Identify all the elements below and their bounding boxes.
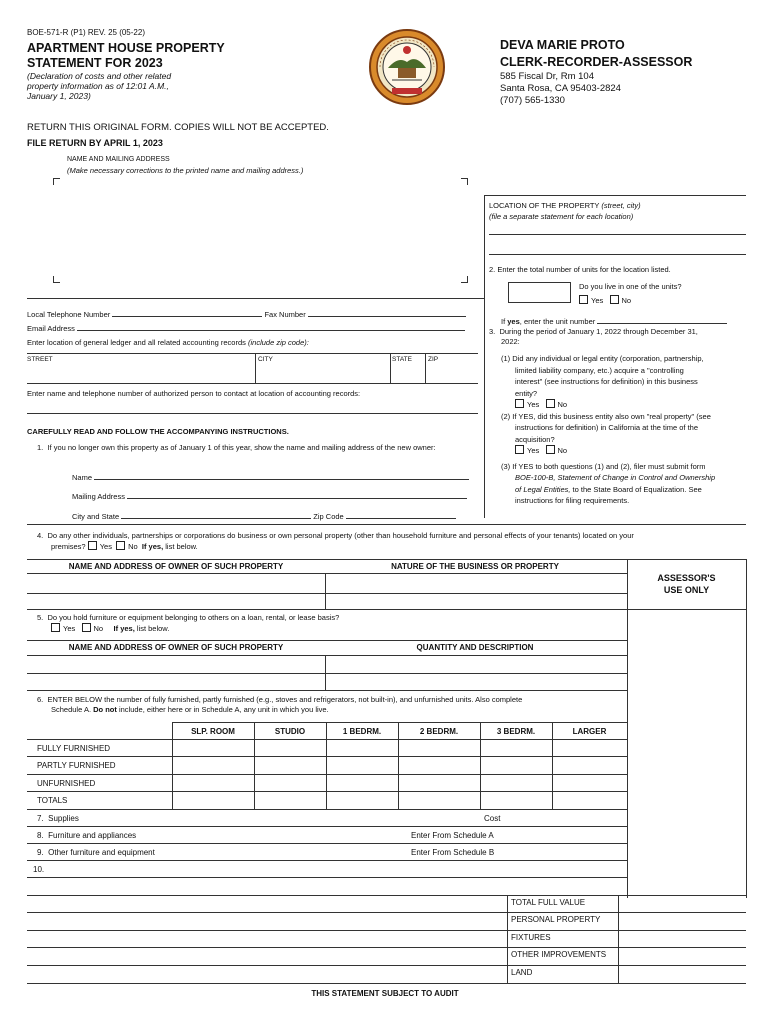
q4-line1: Do any other individuals, partnerships or corporations do business or own personal property (other than household furniture and personal effects of your tenants) located on your [47, 531, 634, 540]
new-owner-zip-label: Zip Code [313, 512, 344, 521]
divider [27, 383, 478, 384]
live-yes-label: Yes [591, 296, 604, 305]
q3-1-line1: (1) Did any individual or legal entity (corporation, partnership, [501, 354, 704, 363]
q1-num: 1. [37, 443, 44, 452]
form-subtitle [27, 71, 171, 101]
location-line-1[interactable] [489, 234, 746, 235]
divider [27, 983, 746, 984]
q5-owner-field[interactable] [28, 656, 324, 689]
assessor-column-border [746, 559, 747, 898]
divider [27, 298, 484, 299]
divider [326, 722, 327, 809]
divider [27, 559, 746, 560]
q3-num: 3. [489, 327, 496, 336]
contact-person-field[interactable] [27, 413, 478, 414]
assessor-use-only [627, 572, 746, 596]
divider [172, 722, 627, 723]
phone-row [27, 309, 466, 319]
q3-1-line2: limited liability company, etc.) acquire a "controlling [515, 365, 684, 375]
q3-1-line3: interest" (see instructions for definition) in this business [515, 377, 698, 386]
divider [27, 877, 627, 878]
q9-num: 9. [37, 848, 44, 857]
divider [390, 353, 391, 383]
form-title-line2: STATEMENT FOR 2023 [27, 56, 163, 70]
new-owner-name-row [72, 472, 469, 482]
land: LAND [511, 968, 533, 977]
divider [27, 739, 627, 740]
divider [27, 791, 627, 792]
return-original-notice: RETURN THIS ORIGINAL FORM. COPIES WILL NOT BE ACCEPTED. [27, 122, 329, 133]
divider [27, 774, 627, 775]
row-partly-furnished: PARTLY FURNISHED [37, 761, 116, 770]
new-owner-mailing-label: Mailing Address [72, 492, 125, 501]
q3-1-yes-checkbox[interactable] [515, 399, 524, 408]
q5-col2-header: QUANTITY AND DESCRIPTION [416, 643, 534, 652]
q4-text [37, 531, 747, 552]
q3-1-block [501, 353, 749, 507]
q4-no-label: No [128, 542, 138, 551]
divider [618, 895, 619, 983]
divider [425, 353, 426, 383]
divider [27, 353, 478, 354]
divider [27, 826, 627, 827]
q6-do-not: Do not [93, 705, 117, 714]
new-owner-zip-field[interactable] [346, 511, 456, 519]
q3-2-yes-label: Yes [527, 446, 540, 455]
q3-2-no-label: No [557, 446, 568, 455]
q9-schedule: Enter From Schedule B [411, 848, 495, 857]
q6-text [37, 695, 522, 715]
divider [27, 756, 627, 757]
q10-num: 10. [33, 865, 45, 874]
divider [254, 722, 255, 809]
divider [27, 809, 627, 810]
unit-number-row [501, 316, 727, 326]
divider [480, 722, 481, 809]
q8-schedule: Enter From Schedule A [411, 831, 494, 840]
subtitle-line1: (Declaration of costs and other related [27, 71, 172, 81]
q4-nature-field[interactable] [326, 574, 626, 608]
q3-2-line1: (2) If YES, did this business entity also own "real property" (see [501, 411, 711, 421]
q7-label: Supplies [48, 814, 79, 823]
row-totals: TOTALS [37, 796, 68, 805]
fax-label: Fax Number [264, 310, 306, 319]
q3-3-line1: (3) If YES to both questions (1) and (2), filer must submit form [501, 461, 706, 471]
q3-block [489, 327, 698, 347]
q3-2-line2: instructions for definition) in California at the time of the [515, 423, 699, 432]
q9-row [37, 848, 155, 857]
q8-label: Furniture and appliances [48, 831, 137, 840]
assessor-phone: (707) 565-1330 [500, 95, 565, 106]
q5-yes-label: Yes [63, 624, 76, 633]
q4-list-below: list below. [163, 542, 198, 551]
location-sub-hint: (file a separate statement for each location) [489, 212, 634, 221]
state-col: STATE [392, 356, 412, 363]
q5-no-label: No [93, 624, 104, 633]
q3-2-no-checkbox[interactable] [546, 445, 555, 454]
row-unfurnished: UNFURNISHED [37, 779, 96, 788]
col-slp-room: SLP. ROOM [191, 727, 235, 736]
divider [27, 640, 627, 641]
divider [255, 353, 256, 383]
q5-no-checkbox[interactable] [82, 623, 91, 632]
new-owner-name-field[interactable] [94, 472, 469, 480]
address-line2: Santa Rosa, CA 95403-2824 [500, 83, 621, 94]
divider [27, 965, 746, 966]
q6-num: 6. [37, 695, 44, 704]
live-no-checkbox[interactable] [610, 295, 619, 304]
q8-num: 8. [37, 831, 44, 840]
other-improvements: OTHER IMPROVEMENTS [511, 950, 607, 959]
q3-1-no-label: No [557, 400, 568, 409]
q4-no-checkbox[interactable] [116, 541, 125, 550]
city-col: CITY [258, 356, 273, 363]
form-id: BOE-571-R (P1) REV. 25 (05-22) [27, 28, 145, 37]
q3-line2: 2022: [501, 337, 520, 346]
q5-list-below: list below. [134, 624, 170, 633]
divider [27, 947, 746, 948]
q5-if-yes: If yes, [113, 624, 135, 633]
q6-line1: ENTER BELOW the number of fully furnished, partly furnished (e.g., stoves and refrigerators, not built-in), and unfurnished units. Also complete [47, 695, 523, 704]
street-col: STREET [27, 356, 53, 363]
q5-yes-checkbox[interactable] [51, 623, 60, 632]
divider [507, 895, 508, 983]
divider [27, 609, 746, 610]
q3-3-line4: instructions for filing requirements. [515, 496, 630, 505]
q5-quantity-field[interactable] [326, 656, 626, 689]
corner-mark [461, 178, 468, 185]
q4-col2-header: NATURE OF THE BUSINESS OR PROPERTY [391, 562, 559, 571]
q4-num: 4. [37, 531, 44, 540]
new-owner-city-row [72, 511, 456, 521]
assessor-title: CLERK-RECORDER-ASSESSOR [500, 55, 693, 69]
address-line1: 585 Fiscal Dr, Rm 104 [500, 71, 594, 82]
if-yes-post: , enter the unit number [519, 317, 596, 326]
new-owner-mailing-row [72, 491, 467, 501]
q8-row [37, 831, 136, 840]
if-yes-bold: yes [507, 317, 520, 326]
location-label-hint: (street, city) [601, 201, 641, 210]
assessor-use-line2: USE ONLY [663, 585, 710, 595]
corner-mark [53, 178, 60, 185]
q3-2-yes-checkbox[interactable] [515, 445, 524, 454]
q4-owner-field[interactable] [28, 574, 324, 608]
col-3-bedrm: 3 BEDRM. [496, 727, 536, 736]
cost-label: Cost [484, 814, 501, 823]
divider [484, 195, 746, 196]
corner-mark [461, 276, 468, 283]
q3-1-line4: entity? [515, 388, 538, 398]
q3-3-line3: of Legal Entities, [515, 484, 571, 494]
q5-col1-header: NAME AND ADDRESS OF OWNER OF SUCH PROPERTY [68, 643, 284, 652]
ledger-row [27, 338, 309, 347]
col-1-bedrm: 1 BEDRM. [342, 727, 382, 736]
new-owner-name-label: Name [72, 473, 93, 482]
zip-col: ZIP [428, 356, 439, 363]
q4-if-yes: If yes, [141, 542, 164, 551]
instructions-heading: CAREFULLY READ AND FOLLOW THE ACCOMPANYING INSTRUCTIONS. [27, 427, 289, 436]
audit-notice: THIS STATEMENT SUBJECT TO AUDIT [311, 989, 459, 998]
email-row [27, 323, 465, 333]
assessor-address [500, 71, 621, 107]
q5-num: 5. [37, 613, 44, 622]
q9-label: Other furniture and equipment [48, 848, 155, 857]
email-field[interactable] [77, 323, 465, 331]
q1-question: If you no longer own this property as of January 1 of this year, show the name and mailing address of the new owner: [47, 443, 436, 452]
live-no-label: No [621, 296, 632, 305]
q6-schedule: Schedule A. [51, 705, 94, 714]
q4-premises: premises? [51, 542, 86, 551]
q3-line1: During the period of January 1, 2022 through December 31, [499, 327, 698, 336]
subtitle-line2: property information as of 12:01 A.M., [27, 81, 169, 91]
q4-yes-label: Yes [99, 542, 112, 551]
q5-line1: Do you hold furniture or equipment belonging to others on a loan, rental, or lease basis? [47, 613, 340, 622]
assessor-name: DEVA MARIE PROTO [500, 38, 625, 52]
divider [27, 930, 746, 931]
new-owner-city-label: City and State [72, 512, 120, 521]
phone-field[interactable] [112, 309, 262, 317]
col-studio: STUDIO [274, 727, 306, 736]
divider [27, 895, 746, 896]
q3-2-line3: acquisition? [515, 434, 555, 444]
fixtures: FIXTURES [511, 933, 551, 942]
units-count-field[interactable] [508, 282, 571, 303]
phone-label: Local Telephone Number [27, 310, 111, 319]
assessor-use-line1: ASSESSOR'S [657, 573, 716, 583]
county-seal-icon [368, 28, 446, 106]
q4-col1-header: NAME AND ADDRESS OF OWNER OF SUCH PROPERTY [68, 562, 284, 571]
form-title-line1: APARTMENT HOUSE PROPERTY [27, 41, 225, 55]
ledger-label: Enter location of general ledger and all related accounting records [27, 338, 246, 347]
personal-property: PERSONAL PROPERTY [511, 915, 601, 924]
q7-num: 7. [37, 814, 44, 823]
mailing-address-field[interactable] [60, 186, 456, 272]
col-larger: LARGER [572, 727, 607, 736]
q3-3-line3b: to the State Board of Equalization. See [570, 484, 702, 494]
if-yes-pre: If [501, 317, 508, 326]
new-owner-city-field[interactable] [121, 511, 311, 519]
q2-text: 2. Enter the total number of units for the location listed. [489, 265, 671, 274]
q3-3-line2: BOE-100-B, Statement of Change in Control and Ownership [515, 473, 716, 482]
file-by-notice: FILE RETURN BY APRIL 1, 2023 [27, 138, 163, 148]
column-divider [484, 195, 485, 518]
new-owner-mailing-field[interactable] [127, 491, 467, 499]
location-line-2[interactable] [489, 254, 746, 255]
divider [552, 722, 553, 809]
q6-line2-post: include, either here or in Schedule A, any unit in which you live. [116, 705, 329, 714]
total-full-value: TOTAL FULL VALUE [511, 898, 586, 907]
mailing-label: NAME AND MAILING ADDRESS [67, 156, 170, 163]
q5-text [37, 613, 339, 634]
row-fully-furnished: FULLY FURNISHED [37, 744, 111, 753]
location-label-text: LOCATION OF THE PROPERTY [489, 201, 600, 210]
divider [27, 690, 627, 691]
fax-field[interactable] [308, 309, 466, 317]
q4-yes-checkbox[interactable] [88, 541, 97, 550]
location-label [489, 201, 641, 210]
unit-number-field[interactable] [597, 316, 727, 324]
mailing-hint: (Make necessary corrections to the printed name and mailing address.) [67, 166, 304, 175]
divider [172, 722, 173, 809]
email-label: Email Address [27, 324, 75, 333]
q3-1-no-checkbox[interactable] [546, 399, 555, 408]
divider [398, 722, 399, 809]
divider [27, 524, 746, 525]
corner-mark [53, 276, 60, 283]
live-options [579, 295, 631, 305]
divider [27, 843, 627, 844]
q1-text [37, 443, 482, 453]
subtitle-line3: January 1, 2023) [27, 91, 91, 101]
contact-person-label: Enter name and telephone number of authorized person to contact at location of accounting records: [27, 389, 361, 398]
divider [27, 860, 627, 861]
q7-row [37, 814, 79, 823]
q3-1-yes-label: Yes [527, 400, 540, 409]
col-2-bedrm: 2 BEDRM. [419, 727, 459, 736]
divider [27, 912, 746, 913]
assessor-column-border [627, 559, 628, 898]
live-question: Do you live in one of the units? [579, 282, 682, 291]
ledger-hint: (include zip code): [247, 338, 309, 347]
live-yes-checkbox[interactable] [579, 295, 588, 304]
